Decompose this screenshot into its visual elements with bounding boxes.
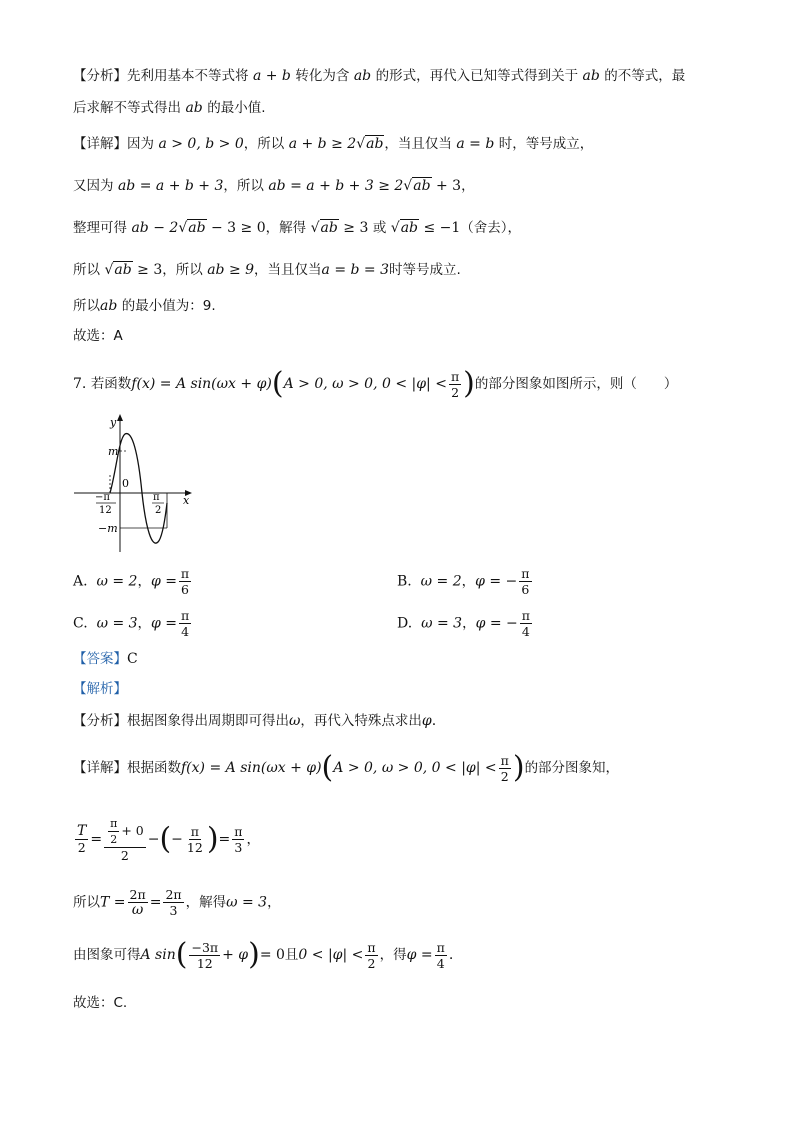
final-choice: 故选：C. [73, 995, 128, 1011]
analysis-tag: 【分析】 [73, 713, 127, 729]
sqrt-expr: ab [413, 178, 431, 194]
math-expr: a + b [252, 68, 291, 84]
math-expr: ω [289, 713, 301, 729]
text: ，再代入特殊点求出 [300, 713, 422, 729]
pi-half-num: π [153, 492, 160, 503]
q7-final-line [73, 992, 127, 1014]
math-expr: T = [100, 894, 126, 911]
math-expr: ab − 2 [131, 220, 179, 236]
text: 时，等号成立， [498, 136, 594, 152]
detail-line-3: 整理可得 ab − 2√ab − 3 ≥ 0，解得 √ab ≥ 3 或 √ab ≤ −1（舍去）， [73, 220, 522, 236]
math-expr: − 3 ≥ 0 [211, 220, 266, 236]
math-expr: ≥ 3 [137, 262, 163, 278]
condition-expr: A > 0, ω > 0, 0 < |φ| < [333, 760, 497, 776]
sqrt-expr: ab [114, 262, 132, 278]
option-letter: D. [397, 615, 413, 632]
math-expr: ab = a + b + 3 ≥ 2 [268, 178, 404, 194]
text: 根据图象得出周期即可得出 [127, 713, 289, 729]
question-number: 7. [73, 376, 87, 392]
solve-omega-line: 所以T = $\frac{2\pi}{\omega}$ = $\frac{2\pi}{3}$ ，解得ω = 3， [73, 887, 281, 918]
math-expr: a = b [456, 136, 495, 152]
fraction: $\frac{\pi}{12}$ [186, 824, 203, 855]
function-graph [70, 412, 200, 554]
text: 所以 [73, 298, 100, 314]
detail-line-2: 又因为 ab = a + b + 3，所以 ab = a + b + 3 ≥ 2√ab + 3， [73, 178, 475, 194]
analysis-line-1 [73, 65, 685, 87]
math-expr: ≤ −1 [423, 220, 461, 236]
option-a[interactable]: A. ω = 2，φ = $\frac{\pi}{6}$ [73, 566, 190, 597]
analysis-text: 后求解不等式得出 [73, 100, 181, 116]
math-expr: + 3 [435, 178, 462, 194]
text: （舍去）， [460, 220, 522, 236]
math-expr: a > 0, b > 0 [158, 136, 244, 152]
math-expr: ab [185, 100, 203, 116]
fraction: $\frac{\pi}{4}$ [521, 608, 530, 639]
detail-line-1: 【详解】因为 a > 0, b > 0，所以 a + b ≥ 2√ab，当且仅当 a = b 时，等号成立， [73, 136, 594, 152]
analysis-text: 的不等式，最 [604, 68, 686, 84]
option-phi: φ = − [475, 615, 518, 632]
option-c[interactable]: C. ω = 3，φ = $\frac{\pi}{4}$ [73, 608, 190, 639]
text: 所以 [73, 262, 100, 278]
condition-expr: A > 0, ω > 0, 0 < |φ| < [283, 376, 447, 392]
option-d[interactable]: D. ω = 3，φ = − $\frac{\pi}{4}$ [397, 608, 530, 639]
fraction: $\frac{\pi}{2}$ [367, 939, 376, 971]
math-expr: ab ≥ 9 [207, 262, 255, 278]
text: . [431, 713, 437, 729]
detail-line-4: 所以 √ab ≥ 3，所以 ab ≥ 9，当且仅当a = b = 3时等号成立. [73, 262, 461, 278]
option-omega: ω = 3 [96, 615, 138, 632]
text: 若函数 [90, 376, 132, 392]
y-axis-label: y [110, 416, 117, 429]
fraction: $\frac{\pi}{3}$ [234, 824, 243, 855]
text: ，所以 [162, 262, 203, 278]
text: ，所以 [223, 178, 264, 194]
analysis-tag: 【分析】 [73, 68, 127, 84]
text: 的最小值为：9. [121, 298, 216, 314]
analysis-line-2 [73, 97, 266, 119]
text: ，所以 [243, 136, 285, 152]
text: 的部分图象如图所示，则（ ） [474, 376, 678, 392]
fraction: $\frac{\pi}{6}$ [180, 566, 190, 597]
fraction: $\frac{\pi}{6}$ [521, 566, 530, 597]
fraction: $\frac{-3\pi}{12}$ [191, 939, 219, 971]
fraction: $\frac{2\pi}{3}$ [165, 887, 182, 918]
question-7-stem: 7. 若函数f(x) = A sin(ωx + φ)(A > 0, ω > 0, 0 < |φ| < $\frac{\pi}{2}$ )的部分图象如图所示，则（ ） [73, 366, 678, 401]
jiexi-line [73, 678, 127, 700]
fraction: $\frac{2\pi}{\omega}$ [129, 887, 146, 918]
y-axis-arrow [117, 414, 123, 421]
option-omega: ω = 2 [96, 573, 138, 590]
detail-tag: 【详解】 [73, 136, 127, 152]
option-letter: B. [397, 573, 412, 590]
text: ，当且仅当 [384, 136, 452, 152]
fraction: $\frac{\pi}{4}$ [436, 939, 445, 971]
neg-m-label: −m [98, 522, 118, 535]
origin-label: 0 [122, 477, 129, 490]
math-expr: a = b = 3 [321, 262, 390, 278]
math-expr: ω = 3 [226, 894, 268, 911]
text: 由图象可得 [73, 947, 141, 963]
math-expr: ab [100, 298, 118, 314]
detail-line-6 [73, 325, 123, 347]
text: ， [461, 178, 475, 194]
math-expr: A sin [140, 947, 176, 963]
option-b[interactable]: B. ω = 2，φ = − $\frac{\pi}{6}$ [397, 566, 530, 597]
neg-pi-12-num: −π [95, 492, 110, 503]
sqrt-expr: ab [366, 136, 384, 152]
text: ，解得 [265, 220, 307, 236]
fraction: $\frac{\pi}{2}$ [450, 368, 460, 400]
analysis-text: 的形式，再代入已知等式得到关于 [375, 68, 579, 84]
analysis-text: 的最小值. [207, 100, 266, 116]
sqrt-expr: ab [320, 220, 338, 236]
option-phi: φ = [150, 573, 177, 590]
answer-value: C [127, 651, 138, 667]
detail-tag: 【详解】 [73, 760, 127, 776]
option-omega: ω = 3 [421, 615, 463, 632]
text: 又因为 [73, 178, 114, 194]
math-expr: ab [582, 68, 600, 84]
neg-pi-12-den: 12 [99, 505, 112, 516]
detail-line-5 [73, 295, 216, 317]
text: ，解得 [185, 894, 227, 911]
function-expr: f(x) = A sin(ωx + φ) [131, 376, 272, 392]
jiexi-tag: 【解析】 [73, 681, 127, 697]
text: 因为 [127, 136, 154, 152]
text: 整理可得 [73, 220, 127, 236]
m-label: m [108, 445, 119, 458]
math-expr: ab [353, 68, 372, 84]
text: 的部分图象知， [524, 760, 620, 776]
math-expr: a + b ≥ 2 [288, 136, 357, 152]
answer-line [73, 648, 138, 670]
text: 或 [372, 220, 387, 236]
math-expr: φ [421, 713, 432, 729]
solve-phi-line: 由图象可得A sin( $\frac{-3\pi}{12}$ + φ)= 0且0 < |φ| < $\frac{\pi}{2}$ ，得φ = $\frac{\pi}{4}$ . [73, 937, 454, 972]
fraction: $\frac{\pi}{4}$ [181, 608, 190, 639]
text: 时等号成立. [389, 262, 461, 278]
text: 所以 [73, 894, 100, 911]
option-phi: φ = − [475, 573, 518, 590]
text: 根据函数 [127, 760, 181, 776]
analysis-text: 先利用基本不等式将 [127, 68, 249, 84]
q7-detail-line: 【详解】根据函数f(x) = A sin(ωx + φ)(A > 0, ω > 0, 0 < |φ| < $\frac{\pi}{2}$ )的部分图象知， [73, 750, 620, 785]
sqrt-expr: ab [188, 220, 206, 236]
math-expr: ab = a + b + 3 [117, 178, 224, 194]
answer-tag: 【答案】 [73, 651, 127, 667]
option-letter: A. [73, 573, 88, 590]
sine-curve [110, 434, 167, 544]
period-equation: $\frac{T}{2}$ = $\frac{\pi}{2}$ + 0 2 −(− $\frac{\pi}{12}$ )= $\frac{\pi}{3}$ ， [77, 817, 260, 863]
compound-fraction: $\frac{\pi}{2}$ + 0 2 [104, 816, 146, 863]
text: ，当且仅当 [254, 262, 322, 278]
q7-analysis-line [73, 710, 436, 732]
option-phi: φ = [151, 615, 178, 632]
fraction: $\frac{\pi}{2}$ [500, 752, 509, 784]
option-omega: ω = 2 [420, 573, 462, 590]
pi-half-den: 2 [155, 505, 162, 516]
analysis-text: 转化为含 [295, 68, 350, 84]
option-letter: C. [73, 615, 88, 632]
final-choice: 故选：A [73, 328, 123, 344]
sqrt-expr: ab [400, 220, 419, 236]
fraction: $\frac{T}{2}$ [77, 823, 87, 855]
x-axis-label: x [183, 494, 190, 507]
math-expr: ≥ 3 [343, 220, 369, 236]
function-expr: f(x) = A sin(ωx + φ) [181, 760, 322, 776]
